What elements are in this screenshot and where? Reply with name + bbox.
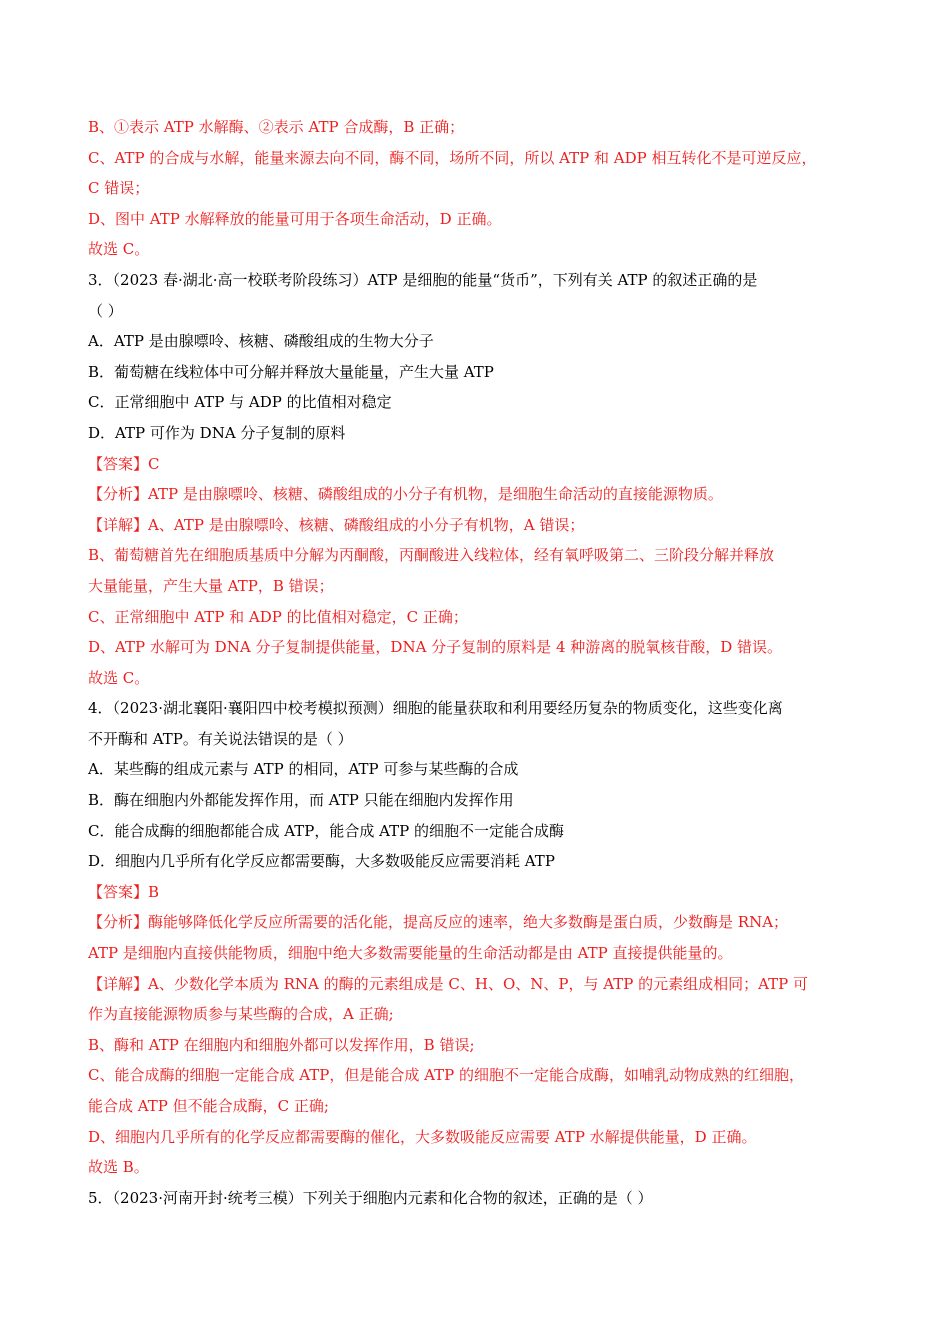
question-3-answer: 【答案】C (88, 454, 160, 473)
explanation-line: C、ATP 的合成与水解，能量来源去向不同，酶不同，场所不同，所以 ATP 和 ADP 相互转化不是可逆反应， (88, 148, 817, 167)
question-3-option-a: A．ATP 是由腺嘌呤、核糖、磷酸组成的生物大分子 (88, 332, 434, 351)
question-4-detail: C、能合成酶的细胞一定能合成 ATP，但是能合成 ATP 的细胞不一定能合成酶，如哺乳动物成熟的红细胞， (88, 1066, 805, 1085)
question-3-stem: 3．（2023 春·湖北·高一校联考阶段练习）ATP 是细胞的能量“货币”，下列有关 ATP 的叙述正确的是 (88, 270, 758, 289)
conclusion-line: 故选 C。 (88, 240, 150, 259)
question-3-option-b: B．葡萄糖在线粒体中可分解并释放大量能量，产生大量 ATP (88, 362, 494, 381)
question-3-conclusion: 故选 C。 (88, 668, 150, 687)
question-3-option-d: D．ATP 可作为 DNA 分子复制的原料 (88, 423, 346, 442)
question-4-option-c: C．能合成酶的细胞都能合成 ATP，能合成 ATP 的细胞不一定能合成酶 (88, 821, 565, 840)
question-4-option-b: B．酶在细胞内外都能发挥作用，而 ATP 只能在细胞内发挥作用 (88, 791, 514, 810)
explanation-line: B、①表示 ATP 水解酶、②表示 ATP 合成酶，B 正确； (88, 118, 465, 136)
question-4-detail: 【详解】A、少数化学本质为 RNA 的酶的元素组成是 C、H、O、N、P，与 ATP 的元素组成相同；ATP 可 (88, 974, 808, 993)
question-3-analysis: 【分析】ATP 是由腺嘌呤、核糖、磷酸组成的小分子有机物，是细胞生命活动的直接能源物质。 (88, 485, 723, 504)
question-4-detail: B、酶和 ATP 在细胞内和细胞外都可以发挥作用，B 错误; (88, 1035, 475, 1054)
question-4-conclusion: 故选 B。 (88, 1158, 149, 1177)
explanation-line: D、图中 ATP 水解释放的能量可用于各项生命活动，D 正确。 (88, 209, 502, 228)
question-4-answer: 【答案】B (88, 882, 160, 901)
question-4-detail: 能合成 ATP 但不能合成酶，C 正确; (88, 1097, 329, 1115)
question-3-detail: D、ATP 水解可为 DNA 分子复制提供能量，DNA 分子复制的原料是 4 种游离的脱氧核苷酸，D 错误。 (88, 638, 783, 657)
question-4-stem: 4．（2023·湖北襄阳·襄阳四中校考模拟预测）细胞的能量获取和利用要经历复杂的物质变化，这些变化离 (88, 699, 783, 718)
question-3-option-c: C．正常细胞中 ATP 与 ADP 的比值相对稳定 (88, 393, 392, 412)
question-3-detail: 【详解】A、ATP 是由腺嘌呤、核糖、磷酸组成的小分子有机物，A 错误； (88, 515, 585, 534)
question-4-detail: D、细胞内几乎所有的化学反应都需要酶的催化，大多数吸能反应需要 ATP 水解提供能量，D 正确。 (88, 1127, 757, 1146)
question-3-detail: B、葡萄糖首先在细胞质基质中分解为丙酮酸，丙酮酸进入线粒体，经有氧呼吸第二、三阶段分解并释放 (88, 546, 775, 565)
document-page (88, 112, 873, 1213)
question-4-analysis: ATP 是细胞内直接供能物质，细胞中绝大多数需要能量的生命活动都是由 ATP 直接提供能量的。 (88, 944, 733, 963)
question-4-option-a: A．某些酶的组成元素与 ATP 的相同，ATP 可参与某些酶的合成 (88, 760, 519, 779)
question-3-detail: C、正常细胞中 ATP 和 ADP 的比值相对稳定，C 正确； (88, 607, 468, 626)
explanation-line: C 错误； (88, 179, 150, 198)
question-3-detail: 大量能量，产生大量 ATP，B 错误； (88, 576, 334, 595)
question-3-blank: （ ） (88, 301, 123, 320)
question-4-detail: 作为直接能源物质参与某些酶的合成，A 正确; (88, 1005, 394, 1024)
question-4-analysis: 【分析】酶能够降低化学反应所需要的活化能，提高反应的速率，绝大多数酶是蛋白质，少数酶是 RNA； (88, 913, 789, 932)
question-4-stem: 不开酶和 ATP。有关说法错误的是（ ） (88, 729, 353, 748)
question-4-option-d: D．细胞内几乎所有化学反应都需要酶，大多数吸能反应需要消耗 ATP (88, 852, 555, 871)
question-5-stem: 5．（2023·河南开封·统考三模）下列关于细胞内元素和化合物的叙述，正确的是（ ） (88, 1188, 653, 1207)
